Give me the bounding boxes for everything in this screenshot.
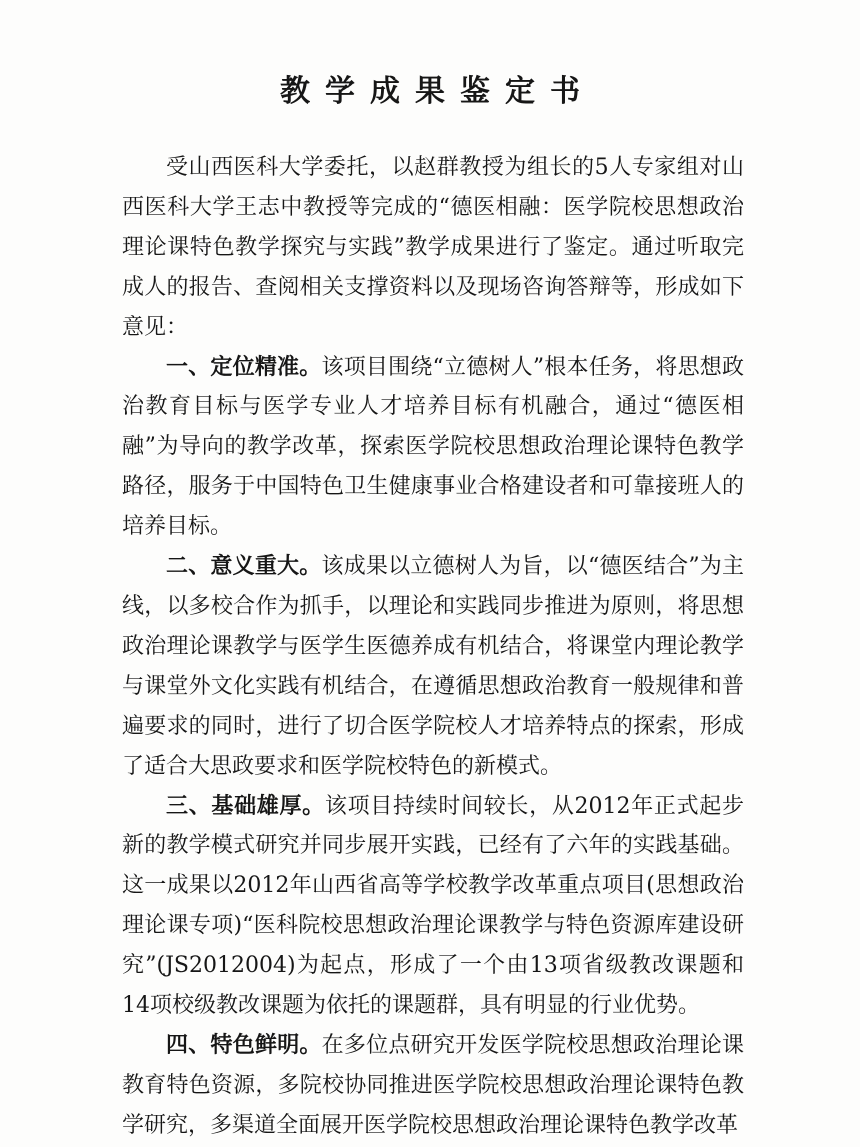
- section-text-2: 该成果以立德树人为旨，以“德医结合”为主线，以多校合作为抓手，以理论和实践同步推进为原则，将思想政治理论课教学与医学生医德养成有机结合，将课堂内理论教学与课堂外文化实践有机结合，在遵循思想政治教育一般规律和普遍要求的同时，进行了切合医学院校人才培养特点的探索，形成了适合大思政要求和医学院校特色的新模式。: [122, 554, 744, 779]
- section-text-4: 在多位点研究开发医学院校思想政治理论课教育特色资源，多院校协同推进医学院校思想政治理论课特色教学研究，多渠道全面展开医学院校思想政治理论课特色教学改革: [122, 1032, 744, 1138]
- section-heading-2: 二、意义重大。: [166, 553, 322, 580]
- section-paragraph-2: [122, 547, 744, 786]
- section-text-3: 该项目持续时间较长，从2012年正式起步新的教学模式研究并同步展开实践，已经有了六年的实践基础。这一成果以2012年山西省高等学校教学改革重点项目(思想政治理论课专项)“医科院校思想政治理论课教学与特色资源库建设研究”(JS2012004)为起点，形成了一个由13项省级教改课题和14项校级教改课题为依托的课题群，具有明显的行业优势。: [122, 793, 744, 1019]
- section-heading-3: 三、基础雄厚。: [166, 792, 325, 819]
- section-heading-1: 一、定位精准。: [166, 353, 322, 380]
- section-text-1: 该项目围绕“立德树人”根本任务，将思想政治教育目标与医学专业人才培养目标有机融合，通过“德医相融”为导向的教学改革，探索医学院校思想政治理论课特色教学路径，服务于中国特色卫生健康事业合格建设者和可靠接班人的培养目标。: [122, 354, 744, 540]
- section-paragraph-3: [122, 787, 744, 1026]
- section-paragraph-4: [122, 1026, 744, 1146]
- section-heading-4: 四、特色鲜明。: [166, 1031, 322, 1058]
- document-body: [122, 148, 744, 1146]
- section-paragraph-1: [122, 348, 744, 548]
- intro-paragraph: 受山西医科大学委托，以赵群教授为组长的5人专家组对山西医科大学王志中教授等完成的“德医相融：医学院校思想政治理论课特色教学探究与实践”教学成果进行了鉴定。通过听取完成人的报告、查阅相关支撑资料以及现场咨询答辩等，形成如下意见：: [122, 155, 744, 340]
- document-title: 教学成果鉴定书: [280, 74, 595, 109]
